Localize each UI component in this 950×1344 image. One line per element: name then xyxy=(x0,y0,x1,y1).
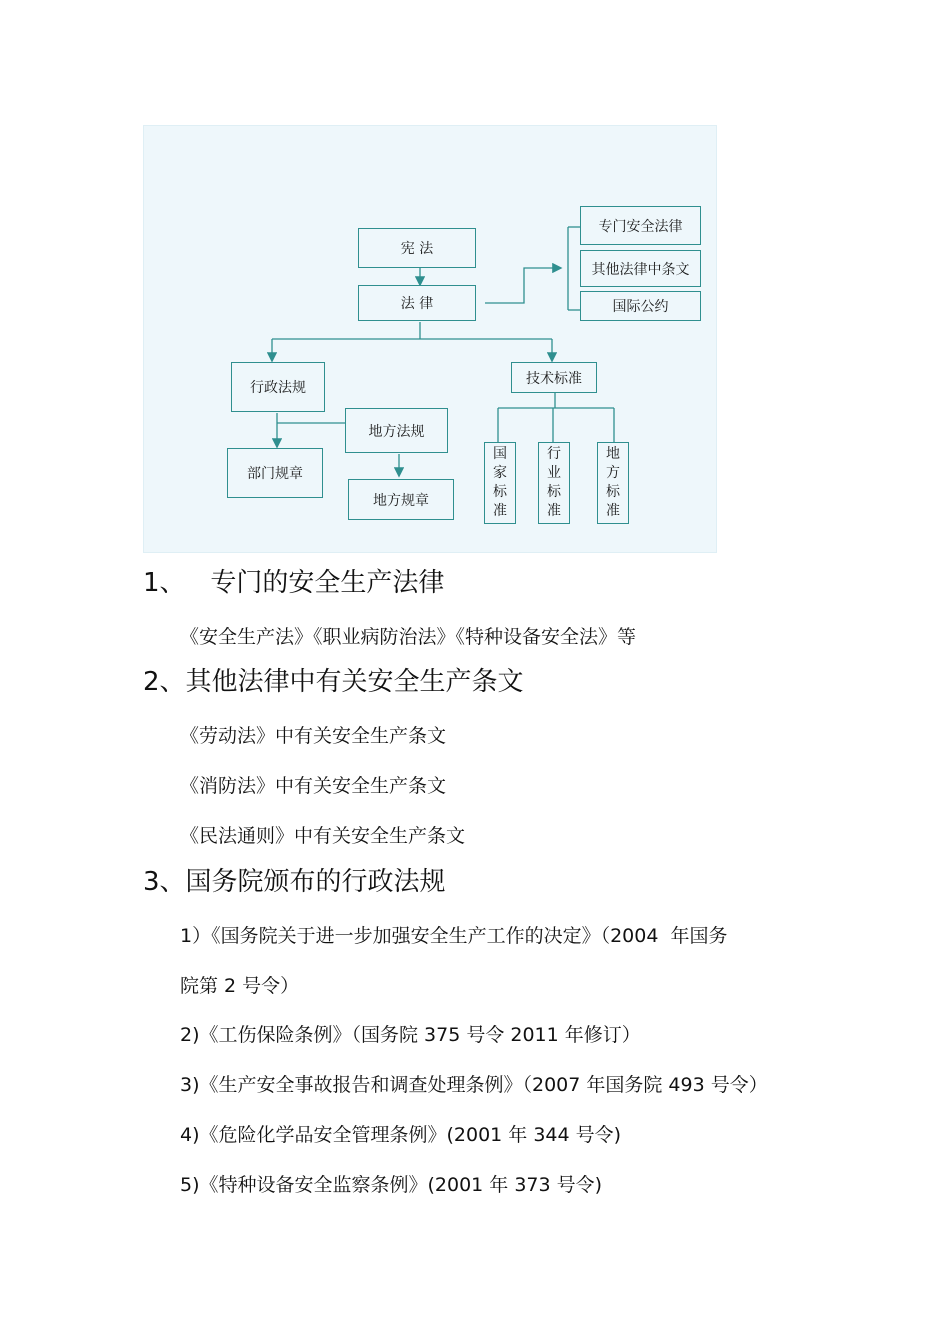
section-2-title: 2、其他法律中有关安全生产条文 xyxy=(143,667,524,697)
box-guoji: 国际公约 xyxy=(580,291,701,321)
box-difang-biaozhun: 地 方 标 准 xyxy=(597,442,629,524)
box-hangye-biaozhun: 行 业 标 准 xyxy=(538,442,570,524)
section-3-item-4: 4)《危险化学品安全管理条例》(2001 年 344 号令) xyxy=(180,1124,622,1146)
section-3-title: 3、国务院颁布的行政法规 xyxy=(143,867,446,897)
section-3-item-3: 3)《生产安全事故报告和调查处理条例》（2007 年国务院 493 号令） xyxy=(180,1074,768,1096)
section-3-item-1a: 1）《国务院关于进一步加强安全生产工作的决定》（2004 年国务 xyxy=(180,925,728,947)
section-3-item-2: 2)《工伤保险条例》（国务院 375 号令 2011 年修订） xyxy=(180,1024,641,1046)
box-falv: 法 律 xyxy=(358,285,476,321)
box-difangfagui: 地方法规 xyxy=(345,408,448,453)
section-1-line-1: 《安全生产法》《职业病防治法》《特种设备安全法》等 xyxy=(180,626,637,648)
section-2-line-3: 《民法通则》中有关安全生产条文 xyxy=(180,825,466,847)
box-zhuanmen: 专门安全法律 xyxy=(580,206,701,245)
section-1-title: 1、 专门的安全生产法律 xyxy=(143,568,445,598)
section-2-line-2: 《消防法》中有关安全生产条文 xyxy=(180,775,447,797)
section-3-item-1b: 院第 2 号令） xyxy=(180,975,300,997)
section-3-item-5: 5)《特种设备安全监察条例》(2001 年 373 号令) xyxy=(180,1174,603,1196)
box-bumen: 部门规章 xyxy=(227,448,323,498)
box-difangguizhang: 地方规章 xyxy=(348,479,454,520)
box-xianfa: 宪 法 xyxy=(358,228,476,268)
section-2-line-1: 《劳动法》中有关安全生产条文 xyxy=(180,725,447,747)
box-qita: 其他法律中条文 xyxy=(580,250,701,287)
box-jishu: 技术标准 xyxy=(511,362,597,393)
box-xingzheng: 行政法规 xyxy=(231,362,325,412)
box-guojia-biaozhun: 国 家 标 准 xyxy=(484,442,516,524)
legal-hierarchy-diagram xyxy=(143,125,717,553)
